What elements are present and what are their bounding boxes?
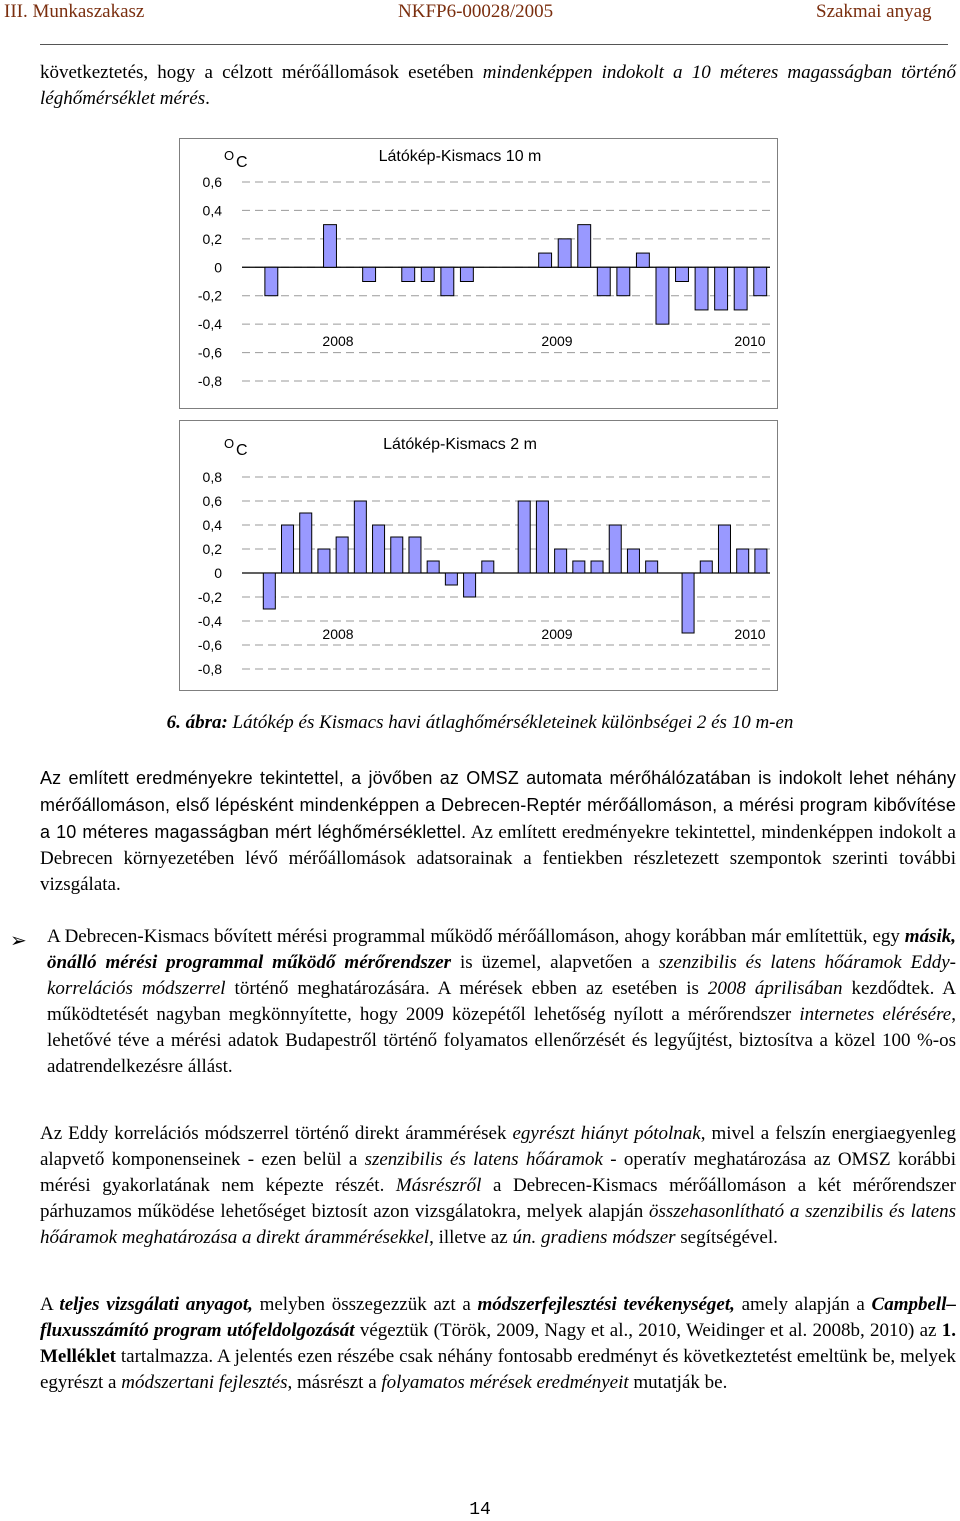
- para4-run: , illetve az: [429, 1227, 513, 1248]
- para4-run: segítségével.: [675, 1227, 778, 1248]
- para4-run: összehasonlítható a szenzibilis és latens hőáramok meghatározása a direkt árammérésekkel: [40, 1201, 956, 1248]
- bar: [558, 239, 571, 267]
- year-label: 2008: [322, 626, 354, 642]
- bar: [700, 561, 712, 573]
- bar: [409, 537, 421, 573]
- para4-run: Az Eddy korrelációs módszerrel történő direkt árammérések: [40, 1123, 513, 1144]
- para3-run: internetes elérésére: [799, 1004, 952, 1025]
- bar: [402, 267, 415, 281]
- para3-run: másik, önálló mérési programmal működő mérőrendszer: [47, 926, 956, 973]
- para4-run: szenzibilis és latens hőáramok: [364, 1149, 603, 1170]
- para3-run: , lehetővé téve a mérési adatok Budapestről történő folyamatos ellenőrzését és legyűjtést, biztosítva a közel 100 %-os adatrendelkezésre állást.: [47, 1004, 956, 1077]
- chart-latokep-kismacs-2m: [179, 420, 778, 691]
- bar: [354, 501, 366, 573]
- para5-run: Campbell–fluxusszámító program utófeldolgozását: [40, 1294, 956, 1341]
- bar: [646, 561, 658, 573]
- year-label: 2009: [541, 333, 573, 349]
- unit-celsius-label: C: [236, 442, 248, 459]
- chart-10m-svg: [180, 139, 777, 408]
- bar: [737, 549, 749, 573]
- bar: [464, 573, 476, 597]
- bar: [421, 267, 434, 281]
- para5-run: tartalmazza. A jelentés ezen részébe csak néhány fontosabb eredményt és következtetést emeltünk be, melyek egyrészt a: [40, 1346, 956, 1393]
- year-label: 2009: [541, 626, 573, 642]
- chart-2m-svg: [180, 421, 777, 690]
- para5-run: A: [40, 1294, 60, 1315]
- header-rule: [40, 44, 948, 45]
- chart-latokep-kismacs-10m: [179, 138, 778, 409]
- bar: [539, 253, 552, 267]
- header-left: III. Munkaszakasz: [4, 1, 145, 22]
- y-tick-label: -0,2: [197, 589, 222, 605]
- y-tick-label: -0,8: [197, 661, 222, 677]
- para3-run: történő meghatározására. A mérések ebben az esetében is: [225, 978, 708, 999]
- bar: [536, 501, 548, 573]
- para5-run: Melléklet: [40, 1346, 116, 1367]
- bar: [373, 525, 385, 573]
- y-tick-label: -0,4: [197, 316, 222, 333]
- bar: [555, 549, 567, 573]
- para3-run: 2008 áprilisában: [707, 978, 843, 999]
- bar: [445, 573, 457, 585]
- intro-run: következtetés, hogy a célzott mérőállomások esetében: [40, 62, 483, 83]
- bar: [282, 525, 294, 573]
- year-label: 2010: [734, 626, 766, 642]
- para5-run: mutatják be.: [628, 1372, 728, 1393]
- chart-title: Látókép-Kismacs 2 m: [383, 436, 537, 453]
- para5-run: , másrészt a: [287, 1372, 382, 1393]
- para5-run: módszerfejlesztési tevékenységet,: [477, 1294, 735, 1315]
- y-tick-label: 0,6: [202, 174, 222, 190]
- bar: [734, 267, 747, 310]
- header-right: Szakmai anyag: [816, 1, 932, 22]
- bar: [627, 549, 639, 573]
- paragraph-1-sans: Az említett eredményekre tekintettel, a jövőben az OMSZ automata mérőhálózatában is indokolt lehet néhány mérőállomáson, első lépésként mindenképpen a Debrecen-Reptér mérőállomáson, a mérési program kibővítése a 10 méteres magasságban mért léghőmérséklettel.: [40, 768, 956, 842]
- bar: [460, 267, 473, 281]
- bar: [300, 513, 312, 573]
- bar: [265, 267, 278, 295]
- para4-run: Másrészről: [395, 1175, 482, 1196]
- y-tick-label: -0,4: [197, 613, 222, 629]
- bar: [318, 549, 330, 573]
- bar: [336, 537, 348, 573]
- para3-run: is üzemel, alapvetően a: [451, 952, 659, 973]
- para3-run: szenzibilis és latens hőáramok Eddy-korrelációs módszerrel: [47, 952, 956, 999]
- y-tick-label: 0,4: [202, 517, 222, 533]
- para5-run: folyamatos mérések eredményeit: [381, 1372, 629, 1393]
- figure-number: 6. ábra:: [166, 712, 228, 733]
- para5-run: amely alapján a: [734, 1294, 872, 1315]
- bar: [754, 267, 767, 295]
- para3-run: A Debrecen-Kismacs bővített mérési programmal működő mérőállomáson, ahogy korábban már említettük, egy: [47, 926, 905, 947]
- para5-run: teljes vizsgálati anyagot,: [59, 1294, 253, 1315]
- para5-run: melyben összegezzük azt a: [252, 1294, 478, 1315]
- intro-run: mindenképpen indokolt a 10 méteres magasságban történő léghőmérséklet mérés: [40, 62, 956, 109]
- paragraph-bullet: [47, 924, 956, 1080]
- para5-run: végeztük (Török, 2009, Nagy et al., 2010, Weidinger et al. 2008b, 2010) az: [354, 1320, 942, 1341]
- y-tick-label: -0,6: [197, 344, 222, 361]
- bar: [591, 561, 603, 573]
- y-tick-label: -0,8: [197, 373, 222, 389]
- paragraph-1: [40, 765, 956, 898]
- bar: [578, 225, 591, 268]
- bar: [441, 267, 454, 295]
- y-tick-label: -0,2: [197, 287, 222, 304]
- para4-run: a Debrecen-Kismacs mérőállomáson a két mérőrendszer párhuzamos működése lehetőséget biztosít azon vizsgálatokra, melyek alapján: [40, 1175, 956, 1222]
- paragraph-teljes: [40, 1292, 956, 1396]
- figure-caption-text: Látókép és Kismacs havi átlaghőmérsékleteinek különbségei 2 és 10 m-en: [227, 712, 794, 733]
- unit-degree-label: O: [224, 436, 235, 451]
- bar: [695, 267, 708, 310]
- bar: [597, 267, 610, 295]
- chart-title: Látókép-Kismacs 10 m: [378, 148, 542, 165]
- unit-degree-label: O: [224, 148, 235, 163]
- paragraph-1-serif: Az említett eredményekre tekintettel, mindenképpen indokolt a Debrecen környezetében lévő mérőállomások adatsorainak a fentiekben részletezett szempontok szerinti további vizsgálata.: [40, 822, 956, 895]
- y-tick-label: 0,8: [202, 469, 222, 485]
- page-header: [0, 0, 960, 46]
- bar: [363, 267, 376, 281]
- intro-paragraph: [40, 60, 956, 112]
- para4-run: - operatív meghatározása az OMSZ korábbi mérési gyakorlatának nem képezte részét.: [40, 1149, 956, 1196]
- bar: [263, 573, 275, 609]
- bar: [518, 501, 530, 573]
- y-tick-label: 0,2: [202, 541, 222, 557]
- bar: [482, 561, 494, 573]
- bar: [617, 267, 630, 295]
- bar: [609, 525, 621, 573]
- paragraph-eddy: [40, 1121, 956, 1251]
- bar: [324, 225, 337, 268]
- bar: [573, 561, 585, 573]
- para4-run: egyrészt hiányt pótolnak: [512, 1123, 701, 1144]
- y-tick-label: 0: [214, 259, 222, 276]
- unit-celsius-label: C: [236, 154, 248, 171]
- para5-run: módszertani fejlesztés: [121, 1372, 288, 1393]
- page-number: 14: [469, 1500, 491, 1520]
- bar: [715, 267, 728, 310]
- y-tick-label: 0: [214, 565, 222, 581]
- bar: [718, 525, 730, 573]
- bar: [391, 537, 403, 573]
- bar: [427, 561, 439, 573]
- para5-run: 1.: [941, 1320, 956, 1341]
- year-label: 2010: [734, 333, 766, 349]
- para4-run: , mivel a felszín energiaegyenleg alapvető komponenseinek - ezen belül a: [40, 1123, 956, 1170]
- para4-run: ún. gradiens módszer: [512, 1227, 676, 1248]
- y-tick-label: -0,6: [197, 637, 222, 653]
- para3-run: kezdődtek. A működtetését nagyban megkönnyítette, hogy 2009 közepétől lehetőség nyílott a mérőrendszer: [47, 978, 956, 1025]
- bar: [682, 573, 694, 633]
- header-center: NKFP6-00028/2005: [398, 1, 554, 22]
- y-tick-label: 0,2: [202, 230, 222, 247]
- y-tick-label: 0,4: [202, 202, 222, 219]
- intro-run: .: [205, 88, 210, 109]
- bar: [656, 267, 669, 324]
- y-tick-label: 0,6: [202, 493, 222, 509]
- bar: [676, 267, 689, 281]
- year-label: 2008: [322, 333, 354, 349]
- figure-caption: [0, 712, 960, 734]
- bar: [755, 549, 767, 573]
- bullet-arrow-icon: ➢: [10, 928, 27, 952]
- bar: [636, 253, 649, 267]
